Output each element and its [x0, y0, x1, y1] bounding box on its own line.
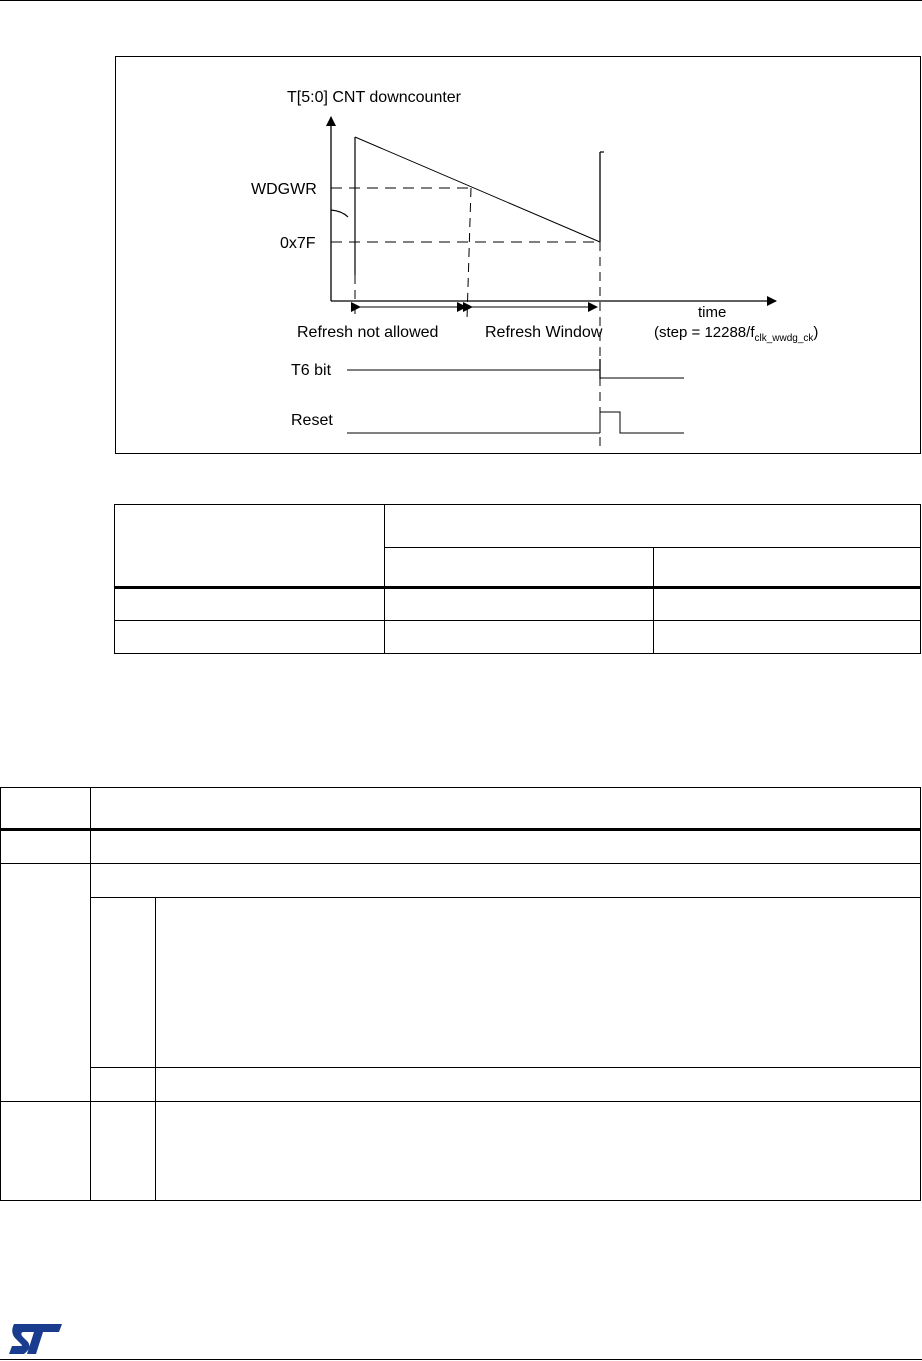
window-open-marker-line	[467, 188, 471, 319]
t6-bit-label: T6 bit	[291, 362, 332, 379]
table-row	[115, 621, 921, 654]
watchdog-timing-diagram	[115, 56, 921, 454]
table2-cell	[1, 864, 91, 1102]
counter-ramp-line	[355, 137, 600, 242]
table-row	[1, 898, 921, 1068]
reset-label: Reset	[291, 412, 333, 429]
table2-header-left	[1, 788, 91, 830]
step-formula: (step = $12288/f_{clk\_wwdg\_ck}$)	[654, 324, 819, 344]
table1-subheader-1	[385, 548, 654, 588]
table-row	[1, 864, 921, 898]
table1-cell	[654, 588, 921, 621]
table1-header-group	[385, 505, 921, 548]
table2-cell	[91, 898, 156, 1068]
y-axis-label: T[5:0] CNT downcounter	[287, 89, 462, 106]
table1-subheader-2	[654, 548, 921, 588]
table1-cell	[385, 588, 654, 621]
level-wdgwr-label: WDGWR	[251, 181, 317, 198]
table2-header-right	[91, 788, 921, 830]
initial-counter-stub	[331, 210, 348, 217]
register-description-table	[0, 787, 921, 1201]
table2-cell	[91, 864, 921, 898]
table-row	[1, 830, 921, 864]
table1-header-left	[115, 505, 385, 588]
st-logo-icon	[8, 1320, 64, 1356]
table2-cell	[91, 1102, 156, 1201]
table1-cell	[654, 621, 921, 654]
x-axis-label: time	[698, 304, 727, 321]
table-row	[115, 588, 921, 621]
reset-pulse	[600, 412, 684, 433]
refresh-not-allowed-label: Refresh not allowed	[297, 324, 439, 341]
table2-cell	[1, 1102, 91, 1201]
level-0x7f-label: 0x7F	[280, 235, 316, 252]
table1-cell	[385, 621, 654, 654]
top-rule	[0, 0, 922, 1]
table1-cell	[115, 621, 385, 654]
refresh-window-label: Refresh Window	[485, 324, 603, 341]
prescaler-timing-table	[114, 504, 921, 654]
table2-cell	[91, 1068, 156, 1102]
table2-cell	[156, 1068, 921, 1102]
footer-rule	[0, 1359, 922, 1360]
table2-cell	[156, 1102, 921, 1201]
table2-cell	[156, 898, 921, 1068]
table2-cell	[1, 830, 91, 864]
table2-cell	[91, 830, 921, 864]
table1-cell	[115, 588, 385, 621]
table-row	[1, 1102, 921, 1201]
table-row	[1, 1068, 921, 1102]
